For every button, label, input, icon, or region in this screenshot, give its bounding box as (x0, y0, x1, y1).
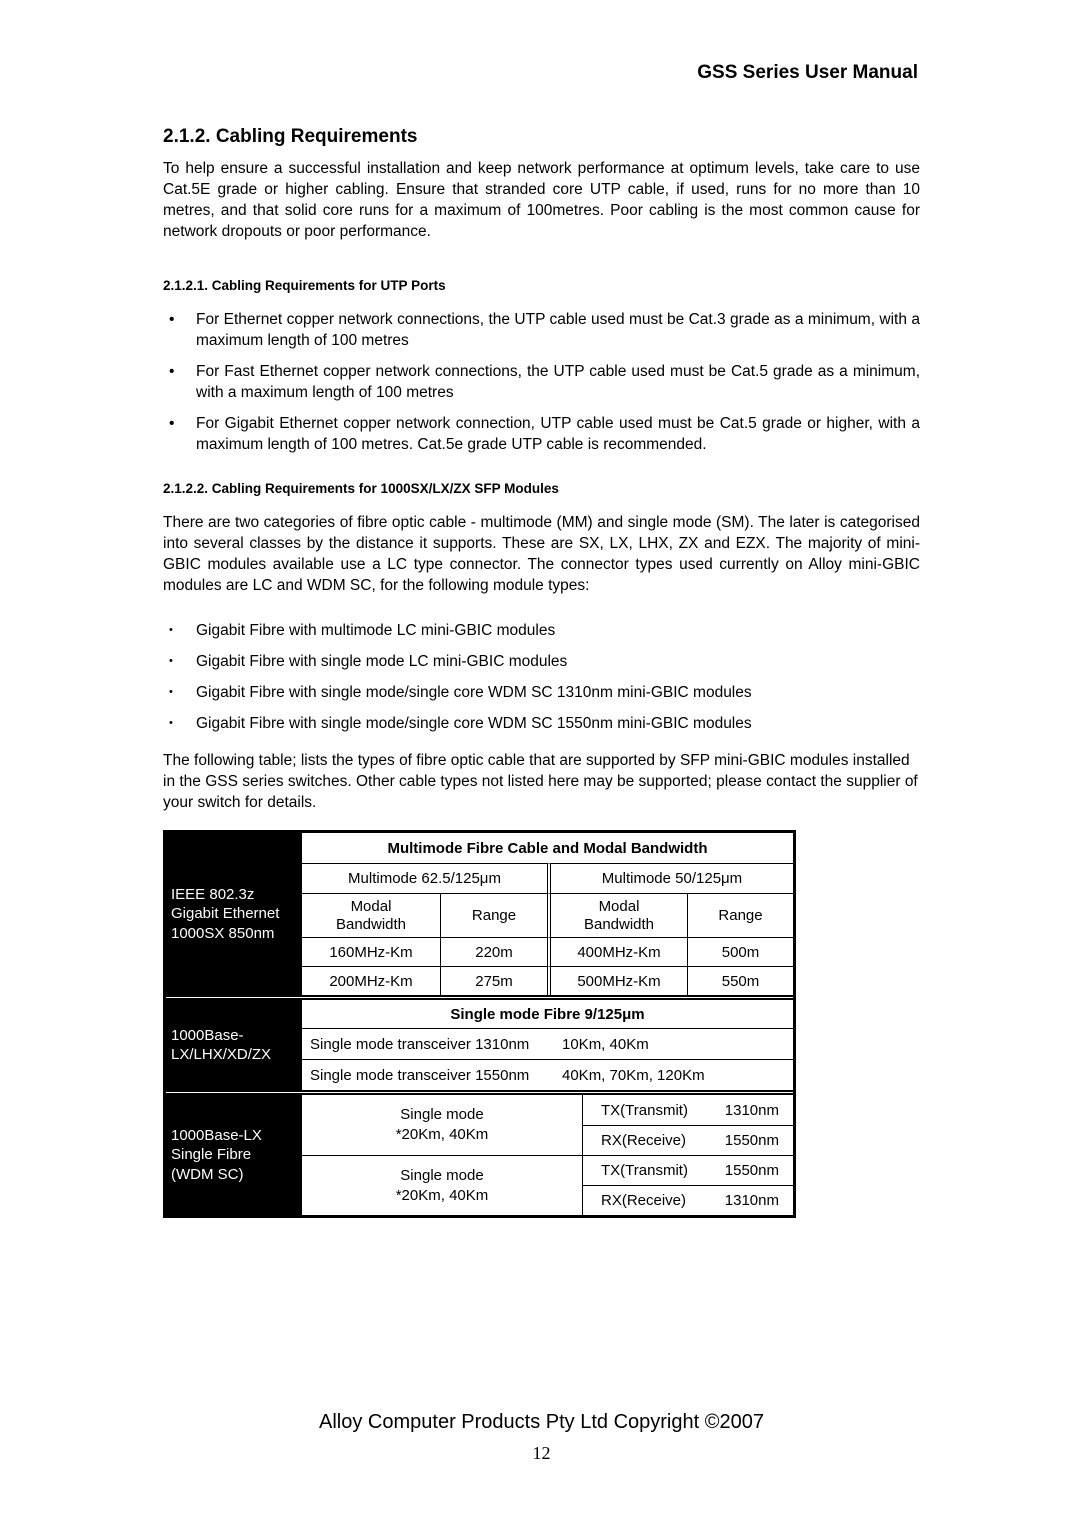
table-cell: 400MHz-Km (547, 937, 687, 966)
rx-value: 1310nm (724, 1192, 779, 1209)
subsection-heading-sfp-modules: 2.1.2.2. Cabling Requirements for 1000SX/LX/ZX SFP Modules (163, 481, 559, 496)
bullet-text: Gigabit Fibre with multimode LC mini-GBIC modules (196, 622, 556, 639)
list-item (163, 413, 920, 455)
bullet-text: For Fast Ethernet copper network connections, the UTP cable used must be Cat.5 grade as a minimum, with a maximum length of 100 metres (196, 363, 920, 401)
rx-value: 1550nm (724, 1132, 779, 1149)
tx-label: TX(Transmit) (601, 1101, 688, 1119)
col-header-text: Modal Bandwidth (583, 897, 655, 933)
row-label-line: IEEE 802.3z (171, 885, 255, 903)
list-item (163, 620, 920, 641)
list-item (163, 713, 920, 734)
rx-cell (582, 1125, 793, 1155)
row-label-line: 1000SX 850nm (171, 924, 275, 942)
document-title: GSS Series User Manual (697, 62, 918, 83)
bullet-icon: • (169, 311, 175, 328)
table-cell: 200MHz-Km (301, 966, 440, 995)
mode-line: *20Km, 40Km (395, 1186, 489, 1204)
tx-label: TX(Transmit) (601, 1162, 688, 1179)
table-row-transceiver-1310 (301, 1028, 793, 1059)
subsection-heading-utp-ports: 2.1.2.1. Cabling Requirements for UTP Ports (163, 278, 446, 293)
table-cell: 160MHz-Km (301, 937, 440, 966)
rx-label: RX(Receive) (601, 1132, 687, 1149)
row-label-line: 1000Base- (171, 1026, 244, 1044)
range-text: 40Km, 70Km, 120Km (562, 1066, 705, 1084)
list-item (163, 309, 920, 351)
list-item (163, 651, 920, 672)
row-label-line: (WDM SC) (171, 1165, 244, 1183)
list-item (163, 361, 920, 403)
tx-cell (582, 1095, 793, 1125)
mode-line: Single mode (400, 1166, 484, 1184)
group-header-multimode-50: Multimode 50/125μm (547, 863, 793, 893)
row-label-line: 1000Base-LX (171, 1126, 262, 1144)
col-header-modal-bandwidth (301, 893, 440, 937)
row-label-ieee-8023z (166, 833, 301, 995)
row-label-line: Gigabit Ethernet (171, 905, 280, 923)
bullet-icon: • (169, 686, 173, 698)
group-header-multimode-625: Multimode 62.5/125μm (301, 863, 547, 893)
tx-value: 1550nm (724, 1162, 779, 1179)
table-cell: 550m (687, 966, 793, 995)
mode-line: Single mode (400, 1106, 484, 1123)
bullet-text: Gigabit Fibre with single mode/single core WDM SC 1550nm mini-GBIC modules (196, 715, 752, 732)
tx-cell (582, 1155, 793, 1185)
sfp-intro-paragraph: There are two categories of fibre optic cable - multimode (MM) and single mode (SM). The later is categorised into several classes by the distance it supports. These are SX, LX, LHX, ZX and EZX. The majority of mini-GBIC modules available use a LC type connector. The connector types used currently on Alloy mini-GBIC modules are LC and WDM SC, for the following module types: (163, 514, 920, 594)
page-number: 12 (532, 1443, 551, 1463)
transceiver-text: Single mode transceiver 1310nm (310, 1035, 530, 1053)
bullet-text: Gigabit Fibre with single mode/single core WDM SC 1310nm mini-GBIC modules (196, 684, 752, 701)
bullet-icon: • (169, 624, 173, 636)
mode-cell (301, 1095, 582, 1155)
table-cell: 500m (687, 937, 793, 966)
row-label-line: LX/LHX/XD/ZX (171, 1046, 272, 1063)
fibre-cable-table (163, 830, 796, 1218)
bullet-text: Gigabit Fibre with single mode LC mini-GBIC modules (196, 653, 568, 670)
table-section-wdm (166, 1090, 793, 1215)
rx-cell (582, 1185, 793, 1215)
bullet-icon: • (169, 415, 175, 432)
mode-line: *20Km, 40Km (395, 1126, 489, 1143)
bullet-text: For Ethernet copper network connections, the UTP cable used must be Cat.3 grade as a minimum, with a maximum length of 100 metres (196, 311, 920, 349)
footer-copyright: Alloy Computer Products Pty Ltd Copyright ©2007 (319, 1411, 764, 1433)
col-header-range: Range (687, 893, 793, 937)
transceiver-text: Single mode transceiver 1550nm (310, 1066, 530, 1084)
rx-label: RX(Receive) (601, 1192, 687, 1209)
row-label-line: Single Fibre (171, 1146, 252, 1164)
bullet-text: For Gigabit Ethernet copper network connection, UTP cable used must be Cat.5 grade or higher, with a maximum length of 100 metres. Cat.5e grade UTP cable is recommended. (196, 415, 920, 453)
row-label-1000base-lx-wdm (166, 1095, 301, 1215)
bullet-icon: • (169, 717, 173, 729)
table-header-multimode: Multimode Fibre Cable and Modal Bandwidth (301, 833, 793, 863)
table-row-transceiver-1550 (301, 1059, 793, 1090)
tx-value: 1310nm (724, 1101, 779, 1119)
col-header-modal-bandwidth (547, 893, 687, 937)
range-text: 10Km, 40Km (562, 1035, 649, 1053)
bullet-icon: • (169, 363, 175, 380)
table-cell: 220m (440, 937, 547, 966)
list-item (163, 682, 920, 703)
sfp-bullet-list (163, 620, 920, 734)
table-cell: 275m (440, 966, 547, 995)
utp-bullet-list (163, 309, 920, 455)
bullet-icon: • (169, 655, 173, 667)
section-heading-cabling-requirements: 2.1.2. Cabling Requirements (163, 126, 418, 147)
col-header-text: Modal Bandwidth (335, 897, 407, 933)
cabling-intro-paragraph: To help ensure a successful installation and keep network performance at optimum levels, take care to use Cat.5E grade or higher cabling. Ensure that stranded core UTP cable, if used, runs for no more than 10 metres, and that solid core runs for a maximum of 100metres. Poor cabling is the most common cause for network dropouts or poor performance. (163, 160, 920, 240)
col-header-range: Range (440, 893, 547, 937)
table-cell: 500MHz-Km (547, 966, 687, 995)
row-label-1000base-lx-lhx (166, 1000, 301, 1090)
table-intro-paragraph: The following table; lists the types of fibre optic cable that are supported by SFP mini-GBIC modules installed in the GSS series switches. Other cable types not listed here may be supported; please contact the supplier of your switch for details. (163, 752, 918, 811)
mode-cell (301, 1155, 582, 1215)
table-header-singlemode: Single mode Fibre 9/125μm (301, 1000, 793, 1028)
table-section-multimode (166, 833, 793, 995)
table-section-singlemode (166, 995, 793, 1090)
